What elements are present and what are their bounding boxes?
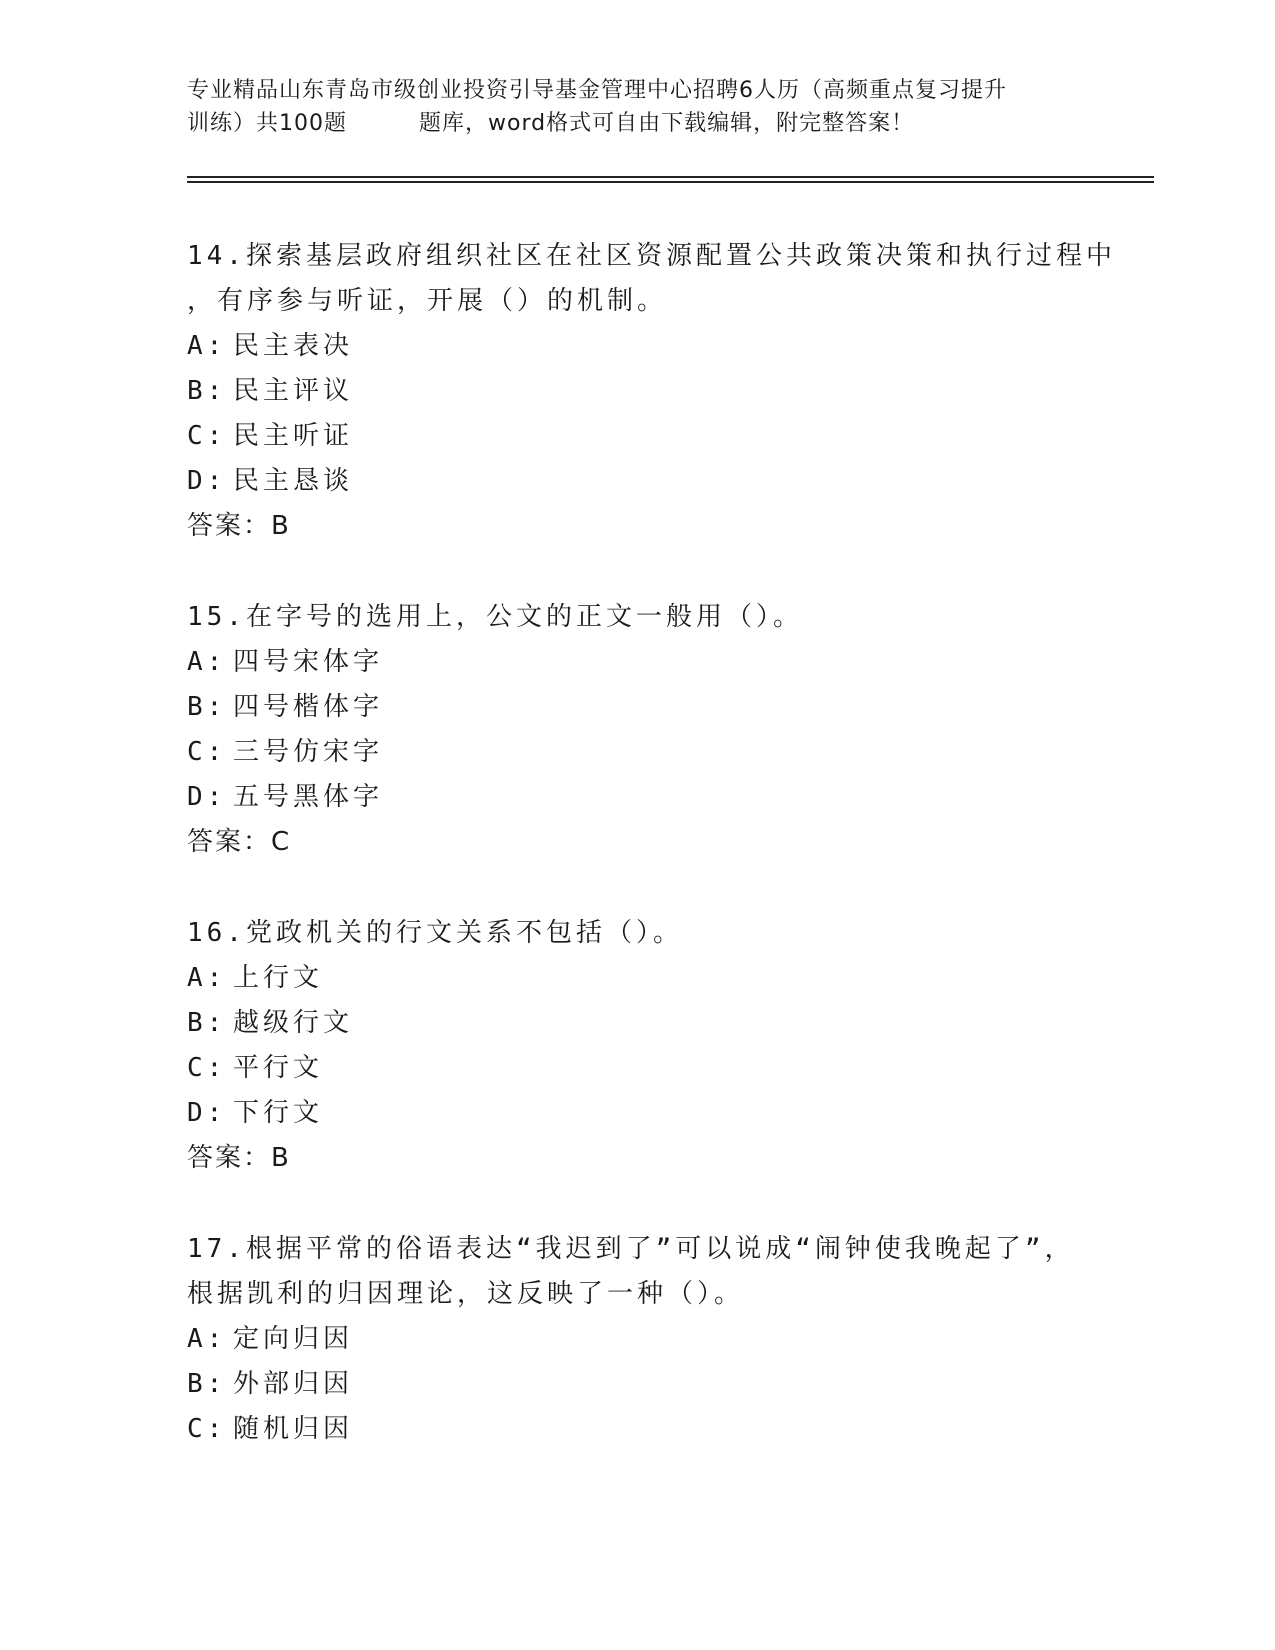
option-key: D: — [187, 466, 227, 496]
option-text: 上行文 — [233, 963, 324, 993]
answer-option — [187, 1046, 1147, 1091]
option-key: C: — [187, 737, 227, 767]
option-text: 下行文 — [233, 1098, 324, 1128]
option-key: B: — [187, 692, 227, 722]
option-key: C: — [187, 1053, 227, 1083]
answer-option — [187, 775, 1147, 820]
header-line-2-part-b: 题库，word格式可自由下载编辑，附完整答案！ — [419, 111, 915, 136]
question-text-line: 15.在字号的选用上，公文的正文一般用（）。 — [187, 602, 803, 632]
answer-option — [187, 1407, 1147, 1452]
option-key: B: — [187, 376, 227, 406]
option-text: 随机归因 — [233, 1414, 354, 1444]
answer-option — [187, 1001, 1147, 1046]
answer-option — [187, 459, 1147, 504]
option-text: 越级行文 — [233, 1008, 354, 1038]
answer-option — [187, 414, 1147, 459]
option-key: B: — [187, 1008, 227, 1038]
option-text: 五号黑体字 — [233, 782, 384, 812]
option-text: 四号宋体字 — [233, 647, 384, 677]
question-text-line: 14.探索基层政府组织社区在社区资源配置公共政策决策和执行过程中 — [187, 241, 1116, 271]
answer-option — [187, 1362, 1147, 1407]
option-key: A: — [187, 1324, 227, 1354]
question-text-line: 16.党政机关的行文关系不包括（）。 — [187, 918, 683, 948]
answer-line: 答案：C — [187, 827, 292, 857]
document-header — [187, 74, 1087, 140]
header-line-1: 专业精品山东青岛市级创业投资引导基金管理中心招聘6人历（高频重点复习提升 — [187, 78, 1007, 103]
question-block — [187, 234, 1147, 549]
option-key: D: — [187, 782, 227, 812]
option-key: A: — [187, 647, 227, 677]
answer-option — [187, 1091, 1147, 1136]
option-key: A: — [187, 963, 227, 993]
header-divider-bottom — [187, 181, 1154, 183]
option-text: 三号仿宋字 — [233, 737, 384, 767]
header-divider-top — [187, 176, 1154, 178]
answer-option — [187, 1317, 1147, 1362]
answer-line: 答案：B — [187, 1143, 291, 1173]
question-text-line: 17.根据平常的俗语表达“我迟到了”可以说成“闹钟使我晚起了”， — [187, 1234, 1075, 1264]
answer-line: 答案：B — [187, 511, 291, 541]
option-key: D: — [187, 1098, 227, 1128]
header-line-2 — [187, 107, 1087, 140]
option-text: 民主评议 — [233, 376, 354, 406]
question-text-line: ，有序参与听证，开展（）的机制。 — [187, 286, 668, 316]
answer-option — [187, 730, 1147, 775]
answer-option — [187, 956, 1147, 1001]
option-text: 四号楷体字 — [233, 692, 384, 722]
question-list — [187, 234, 1147, 1498]
question-block — [187, 1227, 1147, 1452]
option-key: B: — [187, 1369, 227, 1399]
option-text: 平行文 — [233, 1053, 324, 1083]
option-text: 定向归因 — [233, 1324, 354, 1354]
header-line-2-part-a: 训练）共100题 — [187, 111, 347, 136]
option-key: C: — [187, 421, 227, 451]
question-text-line: 根据凯利的归因理论，这反映了一种（）。 — [187, 1279, 745, 1309]
option-key: C: — [187, 1414, 227, 1444]
answer-option — [187, 685, 1147, 730]
option-text: 民主恳谈 — [233, 466, 354, 496]
option-key: A: — [187, 331, 227, 361]
option-text: 外部归因 — [233, 1369, 354, 1399]
question-block — [187, 911, 1147, 1181]
answer-option — [187, 369, 1147, 414]
option-text: 民主听证 — [233, 421, 354, 451]
answer-option — [187, 640, 1147, 685]
answer-option — [187, 324, 1147, 369]
question-block — [187, 595, 1147, 865]
option-text: 民主表决 — [233, 331, 354, 361]
